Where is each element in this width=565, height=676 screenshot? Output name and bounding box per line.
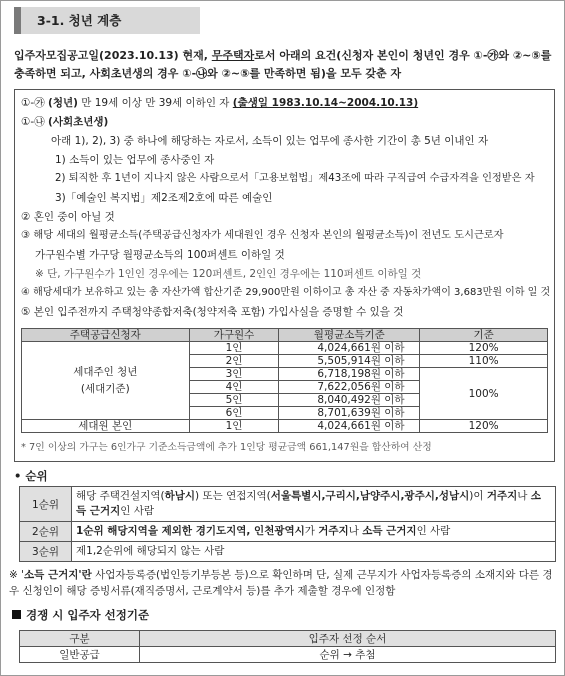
criteria-cell: 100% <box>420 368 548 420</box>
intro-paragraph <box>14 47 554 83</box>
rank-text: ) 또는 연접지역( <box>195 490 271 502</box>
rank-text: 해당 주택건설지역( <box>76 490 165 502</box>
condition-income-2: 가구원수별 가구당 월평균소득의 100퍼센트 이하일 것 <box>35 249 285 261</box>
competition-header-category: 구분 <box>20 631 140 647</box>
rank-text: 하남시 <box>164 490 196 502</box>
condition-newcomer-3: 3)「예술인 복지법」제2조제2호에 따른 예술인 <box>55 192 273 204</box>
intro-homeless: 무주택자 <box>211 49 255 62</box>
intro-text: 입주자모집공고일(2023.10.13) 현재, <box>14 49 212 62</box>
table-row <box>20 522 556 542</box>
conditions-box <box>14 89 555 462</box>
members-cell: 6인 <box>189 407 279 420</box>
condition-newcomer <box>21 114 108 130</box>
rank-text: 나 <box>348 525 363 537</box>
square-bullet-icon <box>12 610 21 619</box>
rank-text: 소득 근거지 <box>362 525 417 537</box>
income-cell: 5,505,914원 이하 <box>279 355 420 368</box>
income-header-members: 가구원수 <box>189 329 279 342</box>
members-cell: 2인 <box>189 355 279 368</box>
table-row <box>20 647 556 663</box>
condition-mark: ①-㉯ <box>21 116 45 128</box>
condition-unmarried: ② 혼인 중이 아닐 것 <box>21 211 115 223</box>
group-label-1: 세대주인 청년 <box>73 365 138 378</box>
criteria-cell: 120% <box>420 420 548 433</box>
note-text: ※ ' <box>9 569 25 581</box>
criteria-cell: 120% <box>420 342 548 355</box>
rank-1-label: 1순위 <box>20 487 72 522</box>
rank-text: 나 <box>517 490 531 502</box>
competition-category: 일반공급 <box>20 647 140 663</box>
income-base-note <box>9 567 557 599</box>
rank-1-desc <box>72 487 556 522</box>
competition-table <box>19 630 556 663</box>
condition-youth-label: (청년) <box>48 97 78 109</box>
condition-newcomer-desc: 아래 1), 2), 3) 중 하나에 해당하는 자로서, 소득이 있는 업무에 종사한 기간이 총 5년 이내인 자 <box>51 135 489 147</box>
group-label-2: (세대기준) <box>80 382 130 395</box>
section-title: 3-1. 청년 계층 <box>14 7 200 34</box>
income-header-criteria: 기준 <box>420 329 548 342</box>
income-footnote: * 7인 이상의 가구는 6인가구 기준소득금액에 추가 1인당 평균금액 661,147원을 합산하여 산정 <box>21 442 432 453</box>
members-cell: 4인 <box>189 381 279 394</box>
income-cell: 8,040,492원 이하 <box>279 394 420 407</box>
condition-income-note: ※ 단, 가구원수가 1인인 경우에는 120퍼센트, 2인인 경우에는 110퍼센트 이하일 것 <box>35 268 422 280</box>
income-cell: 6,718,198원 이하 <box>279 368 420 381</box>
income-group-cell <box>22 342 190 420</box>
rank-text: 가 <box>304 525 319 537</box>
income-cell: 4,024,661원 이하 <box>279 342 420 355</box>
members-cell: 1인 <box>189 342 279 355</box>
applicant-cell: 세대원 본인 <box>22 420 190 433</box>
condition-assets: ④ 해당세대가 보유하고 있는 총 자산가액 합산기준 29,900만원 이하이고 총 자산 중 자동차가액이 3,683만원 이하 일 것 <box>21 287 551 298</box>
table-row <box>22 342 548 355</box>
competition-header-order: 입주자 선정 순서 <box>140 631 556 647</box>
condition-youth <box>21 95 418 111</box>
rank-text: 거주지 <box>318 525 349 537</box>
ranking-heading: • 순위 <box>14 469 48 483</box>
table-row <box>20 631 556 647</box>
income-cell: 7,622,056원 이하 <box>279 381 420 394</box>
note-term: 소득 근거지'란 <box>24 569 92 581</box>
rank-text: )이 <box>469 490 487 502</box>
rank-text: 인 사람 <box>120 505 155 517</box>
rank-text: 인 사람 <box>416 525 451 537</box>
rank-2-desc <box>72 522 556 542</box>
condition-newcomer-label: (사회초년생) <box>48 116 109 128</box>
income-cell: 8,701,639원 이하 <box>279 407 420 420</box>
competition-heading-text: 경쟁 시 입주자 선정기준 <box>26 608 150 622</box>
intro-text-2: 로서 아래의 요건(신청자 본인이 청년인 경우 ①-㉮와 ②~⑤를 충족하면 되고, 사회초년생의 경우 ①-㉯와 ②~⑤를 만족하면 됨)을 모두 갖춘 자 <box>14 49 552 80</box>
table-row <box>20 487 556 522</box>
members-cell: 5인 <box>189 394 279 407</box>
rank-text: 1순위 해당지역을 제외한 경기도지역, 인천광역시 <box>76 525 305 537</box>
condition-birth-range: (출생일 1983.10.14~2004.10.13) <box>232 97 419 109</box>
condition-savings: ⑤ 본인 입주전까지 주택청약종합저축(청약저축 포함) 가입사실을 증명할 수 있을 것 <box>21 306 404 318</box>
rank-3-label: 3순위 <box>20 542 72 562</box>
condition-newcomer-1: 1) 소득이 있는 업무에 종사중인 자 <box>55 154 215 166</box>
note-text: 사업자등록증(법인등기부등본 등)으로 확인하며 단, 실제 근무지가 사업자등록증의 소재지와 다른 경우 신청인이 해당 증빙서류(재직증명서, 근로계약서 등)를 추가 제출할 경우에 인정함 <box>9 569 553 597</box>
members-cell: 3인 <box>189 368 279 381</box>
rank-2-label: 2순위 <box>20 522 72 542</box>
table-row <box>20 542 556 562</box>
income-header-applicant: 주택공급신청자 <box>22 329 190 342</box>
condition-income-1: ③ 해당 세대의 월평균소득(주택공급신청자가 세대원인 경우 신청자 본인의 월평균소득)이 전년도 도시근로자 <box>21 230 504 241</box>
competition-order: 순위 → 추첨 <box>140 647 556 663</box>
rank-text: 서울특별시,구리시,남양주시,광주시,성남시 <box>270 490 470 502</box>
members-cell: 1인 <box>189 420 279 433</box>
condition-newcomer-2: 2) 퇴직한 후 1년이 지나지 않은 사람으로서「고용보험법」제43조에 따라 구직급여 수급자격을 인정받은 자 <box>55 173 535 184</box>
rank-3-desc: 제1,2순위에 해당되지 않는 사람 <box>72 542 556 562</box>
rank-text: 소득 근거지 <box>76 490 541 517</box>
income-header-income: 월평균소득기준 <box>279 329 420 342</box>
ranking-table <box>19 486 556 562</box>
table-row <box>22 420 548 433</box>
criteria-cell: 110% <box>420 355 548 368</box>
condition-mark: ①-㉮ <box>21 97 45 109</box>
income-table <box>21 328 548 433</box>
income-cell: 4,024,661원 이하 <box>279 420 420 433</box>
competition-heading <box>12 607 149 623</box>
rank-text: 거주지 <box>486 490 518 502</box>
condition-youth-text: 만 19세 이상 만 39세 이하인 자 <box>77 97 233 109</box>
